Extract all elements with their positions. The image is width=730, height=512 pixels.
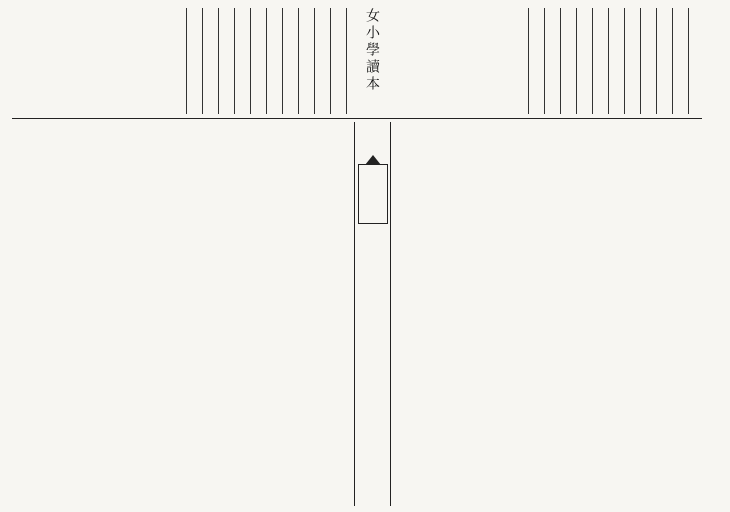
body-column <box>368 128 396 500</box>
header-column <box>656 8 671 114</box>
header-column <box>560 8 575 114</box>
header-column <box>528 8 543 114</box>
body-column <box>668 128 696 500</box>
body-column <box>428 128 456 500</box>
body-text <box>12 122 702 506</box>
header-column <box>624 8 639 114</box>
header-column <box>346 8 361 114</box>
header-column <box>330 8 345 114</box>
header-column <box>266 8 281 114</box>
body-column <box>24 128 52 500</box>
header-column <box>282 8 297 114</box>
body-column <box>608 128 636 500</box>
header-column <box>608 8 623 114</box>
body-column <box>144 128 172 500</box>
header-column <box>688 8 703 114</box>
body-column <box>458 128 486 500</box>
body-column <box>204 128 232 500</box>
body-column <box>518 128 546 500</box>
body-column <box>54 128 82 500</box>
header-column <box>592 8 607 114</box>
book-title: 女小學讀本 <box>364 8 380 93</box>
body-column <box>638 128 666 500</box>
body-column <box>294 128 322 500</box>
header-column <box>544 8 559 114</box>
header-column <box>576 8 591 114</box>
body-column <box>548 128 576 500</box>
header-column <box>640 8 655 114</box>
body-column <box>114 128 142 500</box>
header-column <box>234 8 249 114</box>
header-column <box>672 8 687 114</box>
header-column <box>314 8 329 114</box>
body-column <box>488 128 516 500</box>
header-column <box>186 8 201 114</box>
header-column <box>298 8 313 114</box>
body-column <box>324 128 352 500</box>
body-column <box>84 128 112 500</box>
header-column <box>250 8 265 114</box>
body-column <box>234 128 262 500</box>
body-column <box>174 128 202 500</box>
header-column <box>218 8 233 114</box>
body-column <box>578 128 606 500</box>
header-notes <box>12 6 702 119</box>
header-column <box>202 8 217 114</box>
center-rule-left <box>354 122 355 506</box>
body-column <box>264 128 292 500</box>
body-column <box>398 128 426 500</box>
